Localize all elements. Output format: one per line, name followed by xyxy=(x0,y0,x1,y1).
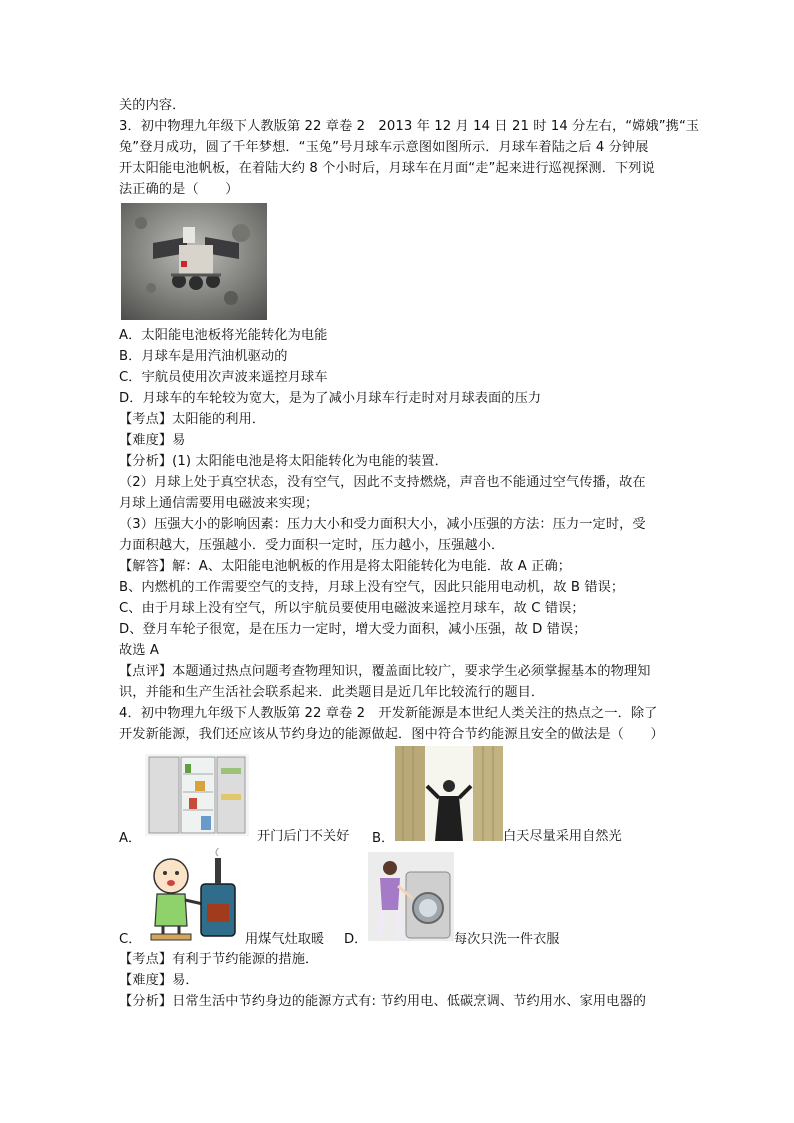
option-b-text: 白天尽量采用自然光 xyxy=(503,829,622,844)
option-c-text: 用煤气灶取暖 xyxy=(245,932,325,947)
text-line: B、内燃机的工作需要空气的支持，月球上没有空气，因此只能用电动机，故 B 错误； xyxy=(119,580,625,595)
coal-stove-image xyxy=(141,848,245,943)
topic-line: 【考点】有利于节约能源的措施． xyxy=(119,952,319,967)
answer-line: 故选 A xyxy=(119,643,159,658)
text-line: 开太阳能电池帆板，在着陆大约 8 个小时后，月球车在月面“走”起来进行巡视探测．下列说 xyxy=(119,161,655,176)
text-line: 开发新能源，我们还应该从节约身边的能源做起．图中符合节约能源且安全的做法是（ ） xyxy=(119,727,664,742)
text-line: D、登月车轮子很宽，是在压力一定时，增大受力面积，减小压强，故 D 错误； xyxy=(119,622,587,637)
comment-line: 【点评】本题通过热点问题考查物理知识，覆盖面比较广，要求学生必须掌握基本的物理知 xyxy=(119,664,651,679)
curtain-natural-light-image xyxy=(395,746,503,841)
text-line: C、由于月球上没有空气，所以宇航员要使用电磁波来遥控月球车，故 C 错误； xyxy=(119,601,585,616)
analysis-line: 【分析】(1) 太阳能电池是将太阳能转化为电能的装置． xyxy=(119,454,448,469)
option-b: B．月球车是用汽油机驱动的 xyxy=(119,349,288,364)
text-line: （3）压强大小的影响因素：压力大小和受力面积大小，减小压强的方法：压力一定时，受 xyxy=(119,517,646,532)
analysis-line: 【分析】日常生活中节约身边的能源方式有: 节约用电、低碳烹调、节约用水、家用电器的 xyxy=(119,994,647,1009)
text-line: 力面积越大，压强越小．受力面积一定时，压力越小，压强越小． xyxy=(119,538,505,553)
option-c: C．宇航员使用次声波来遥控月球车 xyxy=(119,370,328,385)
open-fridge-image xyxy=(145,754,249,836)
topic-line: 【考点】太阳能的利用． xyxy=(119,412,266,427)
washing-machine-image xyxy=(368,852,454,941)
difficulty-line: 【难度】易． xyxy=(119,973,199,988)
text-line: 兔”登月成功，圆了千年梦想．“玉兔”号月球车示意图如图所示．月球车着陆之后 4 分钟展 xyxy=(119,140,649,155)
text-line: 关的内容． xyxy=(119,98,186,113)
option-a-text: 开门后门不关好 xyxy=(257,829,350,844)
question-4-header: 4．初中物理九年级下人教版第 22 章卷 2 开发新能源是本世纪人类关注的热点之一．除了 xyxy=(119,706,658,721)
option-d-text: 每次只洗一件衣服 xyxy=(454,932,560,947)
option-d: D．月球车的车轮较为宽大，是为了减小月球车行走时对月球表面的压力 xyxy=(119,391,542,406)
solution-line: 【解答】解：A、太阳能电池帆板的作用是将太阳能转化为电能．故 A 正确； xyxy=(119,559,572,574)
option-c-letter: C． xyxy=(119,932,142,947)
option-b-letter: B． xyxy=(372,831,395,846)
text-line: 月球上通信需要用电磁波来实现； xyxy=(119,496,319,511)
difficulty-line: 【难度】易 xyxy=(119,433,186,448)
option-a: A．太阳能电池板将光能转化为电能 xyxy=(119,328,328,343)
text-line: 识，并能和生产生活社会联系起来．此类题目是近几年比较流行的题目． xyxy=(119,685,545,700)
question-3-header: 3．初中物理九年级下人教版第 22 章卷 2 2013 年 12 月 14 日 21 时 14 分左右，“嫦娥”携“玉 xyxy=(119,119,700,134)
text-line: （2）月球上处于真空状态，没有空气，因此不支持燃烧，声音也不能通过空气传播，故在 xyxy=(119,475,646,490)
option-a-letter: A． xyxy=(119,831,142,846)
lunar-rover-photo xyxy=(121,203,267,320)
text-line: 法正确的是（ ） xyxy=(119,182,239,197)
option-d-letter: D． xyxy=(344,932,368,947)
